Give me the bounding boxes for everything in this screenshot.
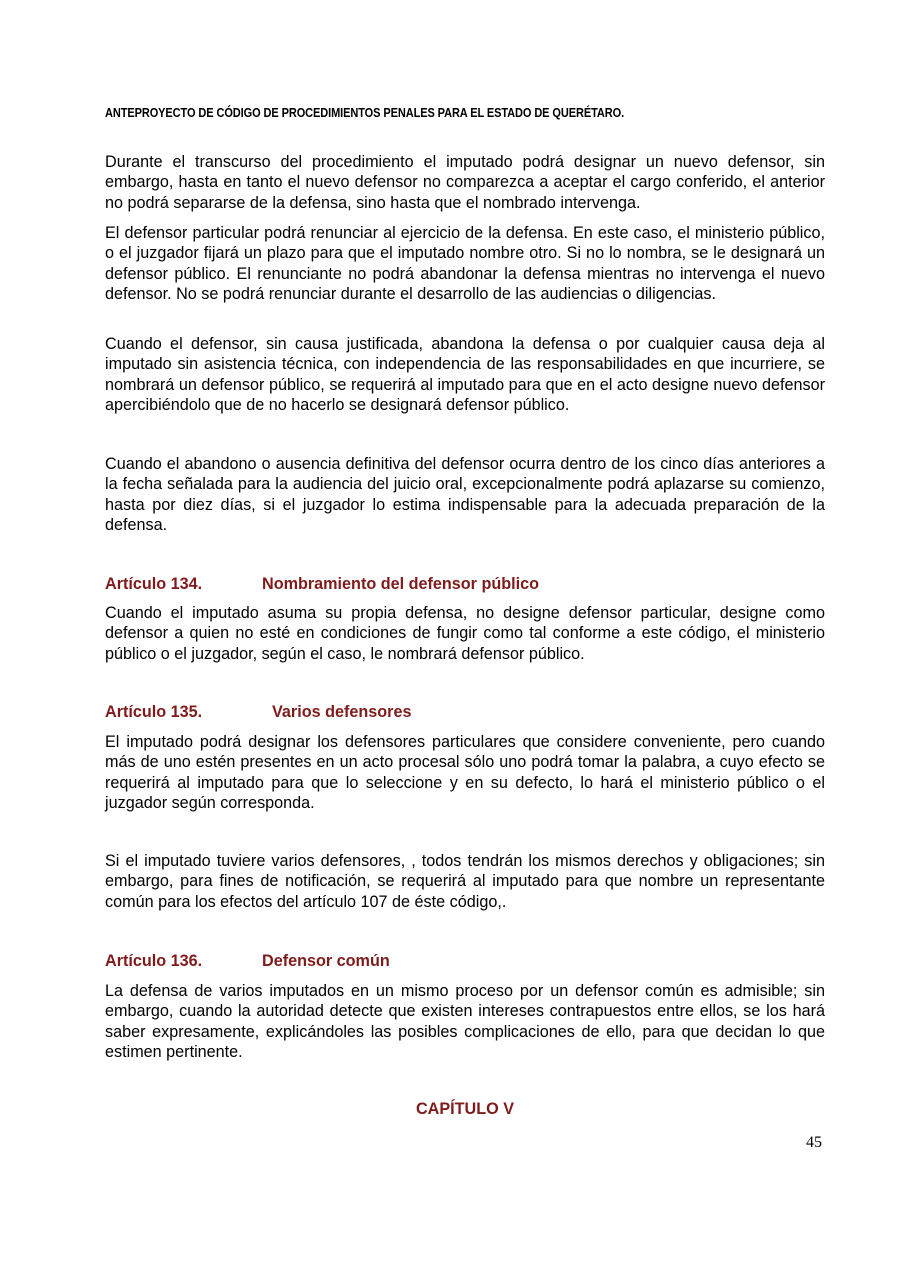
article-title: Varios defensores — [272, 703, 412, 721]
document-header: ANTEPROYECTO DE CÓDIGO DE PROCEDIMIENTOS PENALES PARA EL ESTADO DE QUERÉTARO. — [105, 106, 625, 120]
chapter-heading: CAPÍTULO V — [415, 1100, 515, 1118]
article-title: Nombramiento del defensor público — [262, 575, 540, 593]
paragraph: El defensor particular podrá renunciar al ejercicio de la defensa. En este caso, el ministerio público, o el juzgador fijará un plazo para que el imputado nombre otro. Si no lo nombra, se le designará un defensor público. El renunciante no podrá abandonar la defensa mientras no intervenga el nuevo defensor. No se podrá renunciar durante el desarrollo de las audiencias o diligencias. — [105, 224, 825, 303]
paragraph: Cuando el imputado asuma su propia defensa, no designe defensor particular, designe como defensor a quien no esté en condiciones de fungir como tal conforme a este código, el ministerio público o el juzgador, según el caso, le nombrará defensor público. — [105, 604, 825, 663]
paragraph: Cuando el abandono o ausencia definitiva del defensor ocurra dentro de los cinco días anteriores a la fecha señalada para la audiencia del juicio oral, excepcionalmente podrá aplazarse su comienzo, hasta por diez días, si el juzgador lo estima indispensable para la adecuada preparación de la defensa. — [105, 455, 825, 534]
paragraph: Cuando el defensor, sin causa justificada, abandona la defensa o por cualquier causa deja al imputado sin asistencia técnica, con independencia de las responsabilidades en que incurriere, se nombrará un defensor público, se requerirá al imputado para que en el acto designe nuevo defensor apercibiéndolo que de no hacerlo se designará defensor público. — [105, 335, 825, 414]
article-number: Artículo 135. — [105, 703, 203, 721]
paragraph: Si el imputado tuviere varios defensores, , todos tendrán los mismos derechos y obligaciones; sin embargo, para fines de notificación, se requerirá al imputado para que nombre un representante común para los efectos del artículo 107 de éste código,. — [105, 852, 825, 911]
article-number: Artículo 134. — [105, 575, 203, 593]
paragraph: Durante el transcurso del procedimiento el imputado podrá designar un nuevo defensor, sin embargo, hasta en tanto el nuevo defensor no comparezca a aceptar el cargo conferido, el anterior no podrá separarse de la defensa, sino hasta que el nombrado intervenga. — [105, 153, 825, 212]
paragraph: La defensa de varios imputados en un mismo proceso por un defensor común es admisible; sin embargo, cuando la autoridad detecte que existen intereses contrapuestos entre ellos, se los hará saber expresamente, explicándoles las posibles complicaciones de ello, para que decidan lo que estimen pertinente. — [105, 982, 825, 1061]
article-number: Artículo 136. — [105, 952, 203, 970]
page-number: 45 — [806, 1134, 822, 1151]
article-title: Defensor común — [262, 952, 390, 970]
paragraph: El imputado podrá designar los defensores particulares que considere conveniente, pero cuando más de uno estén presentes en un acto procesal sólo uno podrá tomar la palabra, a cuyo efecto se requerirá al imputado para que lo seleccione y en su defecto, lo hará el ministerio público o el juzgador según corresponda. — [105, 733, 825, 812]
